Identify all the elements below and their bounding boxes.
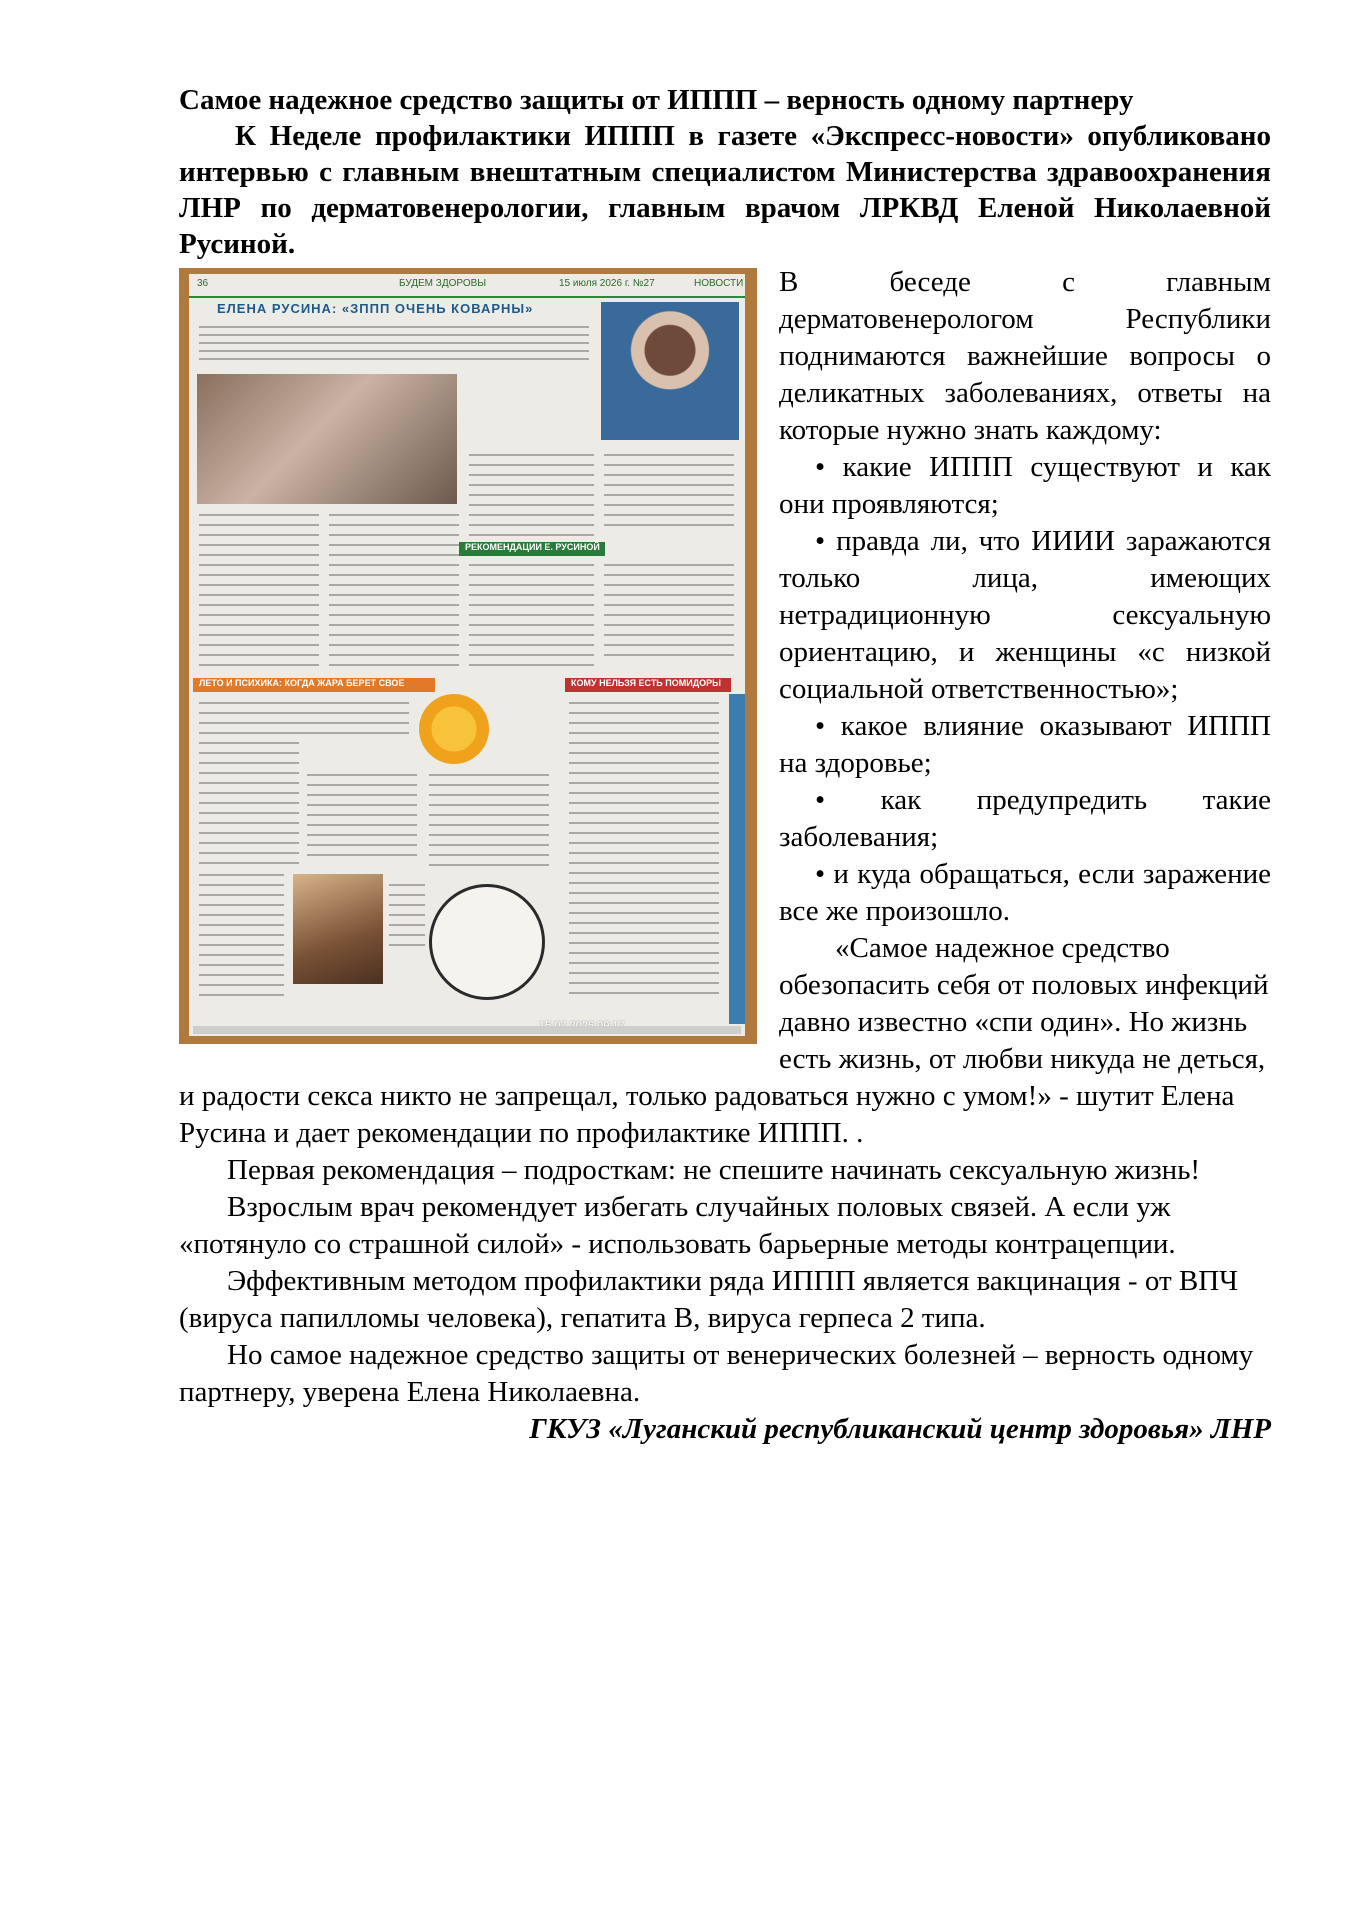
text-line <box>389 904 425 906</box>
text-line <box>199 604 319 606</box>
text-line <box>199 742 299 744</box>
text-line <box>569 992 719 994</box>
text-line <box>307 834 417 836</box>
text-line <box>469 594 594 596</box>
text-line <box>329 524 459 526</box>
text-line <box>429 784 549 786</box>
text-line <box>199 852 299 854</box>
woman-photo <box>293 874 383 984</box>
text-line <box>307 824 417 826</box>
text-line <box>199 722 409 724</box>
text-line <box>199 524 319 526</box>
text-line <box>329 624 459 626</box>
text-line <box>469 574 594 576</box>
text-line <box>604 634 734 636</box>
text-line <box>569 802 719 804</box>
text-line <box>329 644 459 646</box>
text-line <box>199 954 284 956</box>
text-line <box>469 584 594 586</box>
text-line <box>569 702 719 704</box>
text-line <box>199 326 589 328</box>
text-line <box>199 644 319 646</box>
signature: ГКУЗ «Луганский республиканский центр здоровья» ЛНР <box>529 1413 1271 1445</box>
text-line <box>199 974 284 976</box>
text-line <box>469 614 594 616</box>
text-line <box>469 564 594 566</box>
bullet-text: какое влияние оказывают ИППП на здоровье; <box>779 710 1271 779</box>
text-line <box>604 454 734 456</box>
text-line <box>199 664 319 666</box>
text-line <box>199 762 299 764</box>
text-line <box>199 874 284 876</box>
text-line <box>469 524 594 526</box>
text-line <box>307 794 417 796</box>
text-line <box>569 732 719 734</box>
text-line <box>569 872 719 874</box>
text-line <box>307 804 417 806</box>
text-line <box>199 822 299 824</box>
document-page <box>179 82 1271 1448</box>
text-line <box>569 882 719 884</box>
text-line <box>469 624 594 626</box>
text-line <box>569 892 719 894</box>
text-line <box>199 964 284 966</box>
text-line <box>389 944 425 946</box>
text-line <box>199 752 299 754</box>
text-line <box>604 594 734 596</box>
recommendation-paragraph: Первая рекомендация – подросткам: не спешите начинать сексуальную жизнь! <box>227 1154 1201 1186</box>
text-line <box>569 972 719 974</box>
text-line <box>199 924 284 926</box>
bullet-item: • какое влияние оказывают ИППП на здоровье; <box>779 710 1271 779</box>
text-line <box>329 554 459 556</box>
text-line <box>604 524 734 526</box>
text-line <box>469 644 594 646</box>
text-line <box>199 544 319 546</box>
document-title: Самое надежное средство защиты от ИППП – верность одному партнеру <box>179 84 1134 116</box>
quote-paragraph: «Самое надежное средство обезопасить себя от половых инфекций давно известно «спи один». Но жизнь есть жизнь, от любви никуда не деться, и радости секса никто не запрещал, только радоваться нужно с умом!» - шутит Елена Русина и дает рекомендации по профилактике ИППП. . <box>179 932 1269 1149</box>
bullet-item: • как предупредить такие заболевания; <box>779 784 1271 853</box>
text-line <box>329 634 459 636</box>
text-line <box>199 732 409 734</box>
text-line <box>199 772 299 774</box>
text-line <box>429 834 549 836</box>
lead-paragraph: К Неделе профилактики ИППП в газете «Экспресс-новости» опубликовано интервью с главным внештатным специалистом Министерства здравоохранения ЛНР по дерматовенерологии, главным врачом ЛРКВД Еленой Николаевной Русиной. <box>179 120 1271 260</box>
recommendation-paragraph: Взрослым врач рекомендует избегать случайных половых связей. А если уж «потянуло со страшной силой» - использовать барьерные методы контрацепции. <box>179 1191 1176 1260</box>
text-line <box>604 464 734 466</box>
text-line <box>469 654 594 656</box>
text-line <box>569 762 719 764</box>
text-line <box>199 594 319 596</box>
text-line <box>199 534 319 536</box>
text-line <box>469 504 594 506</box>
text-line <box>199 350 589 352</box>
text-line <box>604 644 734 646</box>
bullet-item: • какие ИППП существуют и как они проявляются; <box>779 451 1271 520</box>
text-line <box>429 774 549 776</box>
text-line <box>199 514 319 516</box>
text-line <box>389 884 425 886</box>
text-line <box>199 554 319 556</box>
newspaper-name: НОВОСТИ <box>694 278 744 289</box>
intro-paragraph: В беседе с главным дерматовенерологом Республики поднимаются важнейшие вопросы о деликатных заболеваниях, ответы на которые нужно знать каждому: <box>779 266 1271 446</box>
recommendation-paragraph: Эффективным методом профилактики ряда ИППП является вакцинация - от ВПЧ (вируса папилломы человека), гепатита В, вируса герпеса 2 типа. <box>179 1265 1239 1334</box>
text-line <box>429 804 549 806</box>
recommendation-paragraph: Но самое надежное средство защиты от венерических болезней – верность одному партнеру, уверена Елена Николаевна. <box>179 1339 1254 1408</box>
bullet-text: как предупредить такие заболевания; <box>779 784 1271 853</box>
text-line <box>469 474 594 476</box>
recommendations-band: РЕКОМЕНДАЦИИ Е. РУСИНОЙ <box>459 542 605 556</box>
text-line <box>604 584 734 586</box>
text-line <box>469 604 594 606</box>
text-line <box>329 584 459 586</box>
text-line <box>469 534 594 536</box>
text-line <box>429 824 549 826</box>
doctor-photo <box>601 302 739 440</box>
text-line <box>389 914 425 916</box>
text-line <box>199 574 319 576</box>
text-line <box>569 852 719 854</box>
text-line <box>199 782 299 784</box>
text-line <box>199 702 409 704</box>
text-line <box>329 514 459 516</box>
text-line <box>199 914 284 916</box>
text-line <box>604 564 734 566</box>
text-line <box>199 624 319 626</box>
newspaper-clipping-photo <box>179 268 757 1044</box>
newspaper-date: 15 июля 2026 г. №27 <box>559 278 655 289</box>
text-line <box>307 784 417 786</box>
text-line <box>569 792 719 794</box>
text-line <box>469 454 594 456</box>
text-line <box>199 842 299 844</box>
text-line <box>329 574 459 576</box>
newspaper-headline: ЕЛЕНА РУСИНА: «ЗППП ОЧЕНЬ КОВАРНЫ» <box>217 301 534 316</box>
text-line <box>199 358 589 360</box>
highlight-circle <box>429 884 545 1000</box>
text-line <box>329 594 459 596</box>
text-line <box>199 944 284 946</box>
bullet-text: и куда обращаться, если заражение все же произошло. <box>779 858 1271 927</box>
text-line <box>469 514 594 516</box>
text-line <box>569 712 719 714</box>
text-line <box>604 604 734 606</box>
text-line <box>569 962 719 964</box>
text-line <box>569 952 719 954</box>
newspaper-page <box>189 274 745 1036</box>
text-line <box>569 742 719 744</box>
text-line <box>569 832 719 834</box>
text-line <box>469 634 594 636</box>
sun-illustration <box>419 694 489 764</box>
text-line <box>199 614 319 616</box>
text-line <box>199 584 319 586</box>
text-line <box>329 534 459 536</box>
text-line <box>329 664 459 666</box>
text-line <box>469 664 594 666</box>
text-line <box>199 904 284 906</box>
text-line <box>199 634 319 636</box>
text-line <box>329 614 459 616</box>
text-line <box>569 842 719 844</box>
text-line <box>604 514 734 516</box>
text-line <box>604 624 734 626</box>
newspaper-header <box>189 274 745 298</box>
text-line <box>329 604 459 606</box>
text-line <box>389 934 425 936</box>
text-line <box>569 812 719 814</box>
text-line <box>569 862 719 864</box>
text-line <box>604 484 734 486</box>
text-line <box>429 814 549 816</box>
text-line <box>604 654 734 656</box>
text-line <box>569 912 719 914</box>
text-line <box>604 504 734 506</box>
text-line <box>199 342 589 344</box>
newspaper-footer <box>193 1026 741 1034</box>
summer-psychology-band: ЛЕТО И ПСИХИКА: КОГДА ЖАРА БЕРЕТ СВОЕ <box>193 678 435 692</box>
text-line <box>429 844 549 846</box>
text-line <box>329 654 459 656</box>
text-line <box>569 902 719 904</box>
text-line <box>199 984 284 986</box>
text-line <box>604 614 734 616</box>
text-line <box>199 792 299 794</box>
readers-side-banner <box>729 694 745 1024</box>
text-line <box>199 712 409 714</box>
text-line <box>469 494 594 496</box>
text-line <box>569 772 719 774</box>
text-line <box>199 802 299 804</box>
text-line <box>329 544 459 546</box>
text-line <box>569 922 719 924</box>
text-line <box>199 994 284 996</box>
text-line <box>569 932 719 934</box>
text-line <box>429 864 549 866</box>
text-line <box>569 982 719 984</box>
text-line <box>389 894 425 896</box>
text-line <box>307 844 417 846</box>
newspaper-page-number: 36 <box>197 278 209 289</box>
text-line <box>199 934 284 936</box>
text-line <box>569 752 719 754</box>
text-line <box>199 884 284 886</box>
text-line <box>604 474 734 476</box>
tomatoes-band: КОМУ НЕЛЬЗЯ ЕСТЬ ПОМИДОРЫ <box>565 678 731 692</box>
text-line <box>604 574 734 576</box>
text-line <box>569 782 719 784</box>
text-line <box>429 794 549 796</box>
text-line <box>199 654 319 656</box>
text-line <box>569 722 719 724</box>
bullet-text: какие ИППП существуют и как они проявляются; <box>779 451 1271 520</box>
text-line <box>469 464 594 466</box>
bullet-item: • правда ли, что ИИИИ заражаются только лица, имеющих нетрадиционную сексуальную ориентацию, и женщины «с низкой социальной ответственностью»; <box>779 525 1271 705</box>
text-line <box>307 774 417 776</box>
text-line <box>199 334 589 336</box>
text-line <box>469 484 594 486</box>
bullet-text: правда ли, что ИИИИ заражаются только лица, имеющих нетрадиционную сексуальную ориентацию, и женщины «с низкой социальной ответственностью»; <box>779 525 1271 705</box>
text-line <box>199 564 319 566</box>
text-line <box>199 812 299 814</box>
text-line <box>329 564 459 566</box>
text-line <box>569 822 719 824</box>
text-line <box>307 854 417 856</box>
text-line <box>199 862 299 864</box>
text-line <box>389 924 425 926</box>
text-line <box>199 894 284 896</box>
bullet-item: • и куда обращаться, если заражение все же произошло. <box>779 858 1271 927</box>
text-line <box>307 814 417 816</box>
text-line <box>604 494 734 496</box>
couple-photo <box>197 374 457 504</box>
text-line <box>569 942 719 944</box>
newspaper-section: БУДЕМ ЗДОРОВЫ <box>399 278 487 289</box>
text-line <box>199 832 299 834</box>
text-line <box>429 854 549 856</box>
